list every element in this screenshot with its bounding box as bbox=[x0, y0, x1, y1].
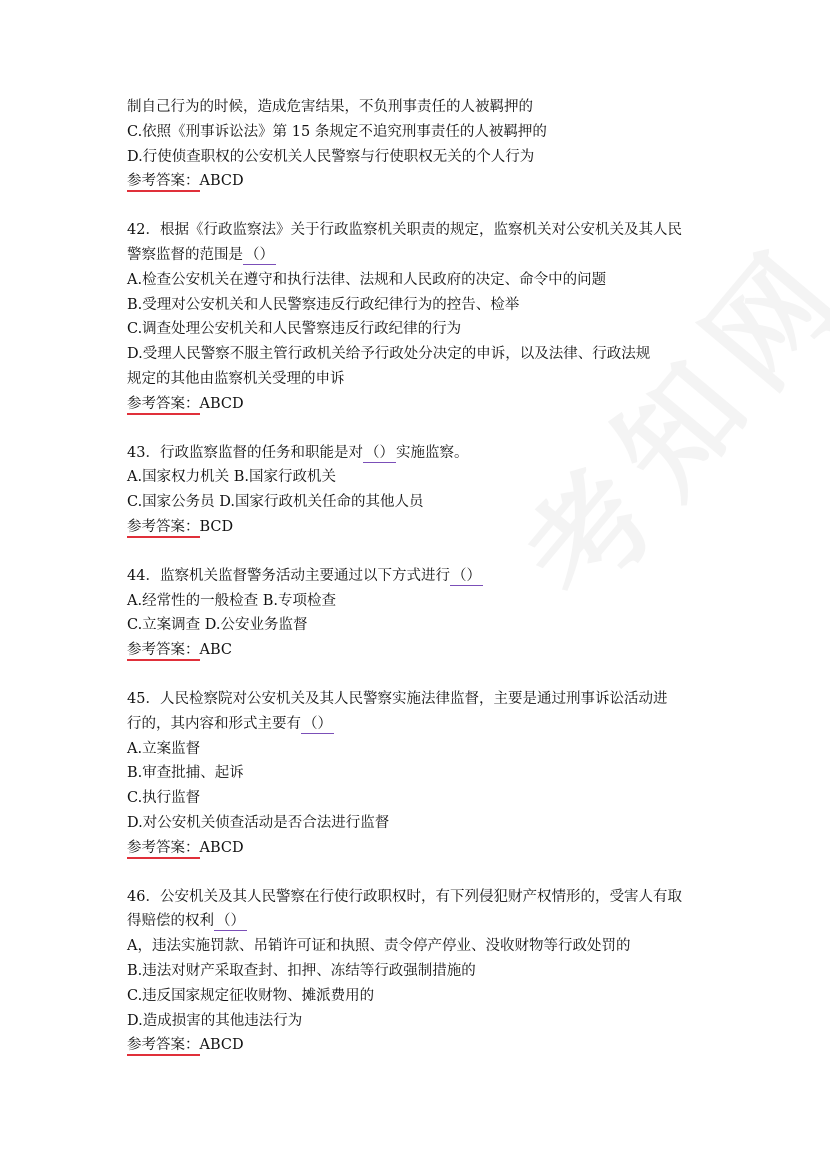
answer-line bbox=[127, 515, 697, 540]
option: D.受理人民警察不服主管行政机关给予行政处分决定的申诉，以及法律、行政法规 bbox=[127, 346, 651, 363]
option: A.立案监督 bbox=[127, 740, 201, 757]
option: C.立案调查 D.公安业务监督 bbox=[127, 617, 308, 634]
answer-blank: （） bbox=[245, 246, 274, 263]
answer-value: ABC bbox=[199, 642, 232, 659]
option: C.违反国家规定征收财物、摊派费用的 bbox=[127, 987, 375, 1004]
question-43 bbox=[127, 441, 697, 540]
option: A，违法实施罚款、吊销许可证和执照、责令停产停业、没收财物等行政处罚的 bbox=[127, 938, 631, 955]
question-fragment bbox=[127, 95, 697, 194]
answer-label: 参考答案： bbox=[127, 839, 200, 859]
answer-blank: （） bbox=[451, 567, 481, 584]
question-stem: 警察监督的范围是 （） bbox=[127, 246, 274, 263]
answer-value: BCD bbox=[199, 518, 234, 535]
answer-label: 参考答案： bbox=[127, 641, 200, 661]
question-46 bbox=[127, 885, 697, 1059]
question-stem: 44．监察机关监督警务活动主要通过以下方式进行 （） bbox=[127, 567, 481, 584]
question-stem: 43．行政监察监督的任务和职能是对 （） 实施监察。 bbox=[127, 444, 469, 461]
answer-label: 参考答案： bbox=[127, 1036, 200, 1056]
question-stem: 42．根据《行政监察法》关于行政监察机关职责的规定，监察机关对公安机关及其人民 bbox=[127, 222, 682, 239]
answer-line bbox=[127, 169, 697, 194]
answer-label: 参考答案： bbox=[127, 172, 200, 192]
fragment-line: 制自己行为的时候，造成危害结果，不负刑事责任的人被羁押的 bbox=[127, 99, 533, 115]
option: B.受理对公安机关和人民警察违反行政纪律行为的控告、检举 bbox=[127, 296, 520, 313]
answer-label: 参考答案： bbox=[127, 518, 200, 538]
answer-line bbox=[127, 392, 697, 417]
option: D.对公安机关侦查活动是否合法进行监督 bbox=[127, 814, 390, 831]
option: C.调查处理公安机关和人民警察违反行政纪律的行为 bbox=[127, 321, 462, 338]
question-44 bbox=[127, 564, 697, 663]
answer-value: ABCD bbox=[199, 395, 244, 412]
option: C.执行监督 bbox=[127, 790, 201, 807]
question-stem: 46．公安机关及其人民警察在行使行政职权时，有下列侵犯财产权情形的，受害人有取 bbox=[127, 888, 682, 905]
question-stem: 得赔偿的权利 （） bbox=[127, 913, 245, 930]
question-45 bbox=[127, 687, 697, 861]
answer-line bbox=[127, 1033, 697, 1058]
answer-label: 参考答案： bbox=[127, 395, 200, 415]
answer-value: ABCD bbox=[199, 1037, 244, 1054]
fragment-line: D.行使侦查职权的公安机关人民警察与行使职权无关的个人行为 bbox=[127, 148, 535, 165]
option: 规定的其他由监察机关受理的申诉 bbox=[127, 370, 345, 387]
question-42 bbox=[127, 218, 697, 416]
option: A.检查公安机关在遵守和执行法律、法规和人民政府的决定、命令中的问题 bbox=[127, 271, 607, 288]
answer-blank: （） bbox=[364, 444, 394, 461]
answer-blank: （） bbox=[303, 715, 332, 732]
question-stem: 45．人民检察院对公安机关及其人民警察实施法律监督，主要是通过刑事诉讼活动进 bbox=[127, 690, 668, 707]
answer-blank: （） bbox=[216, 913, 245, 930]
option: A.经常性的一般检查 B.专项检查 bbox=[127, 592, 336, 609]
option: B.审查批捕、起诉 bbox=[127, 765, 244, 782]
answer-line bbox=[127, 638, 697, 663]
answer-value: ABCD bbox=[199, 839, 244, 856]
answer-line bbox=[127, 836, 697, 861]
option: A.国家权力机关 B.国家行政机关 bbox=[127, 469, 336, 486]
option: B.违法对财产采取查封、扣押、冻结等行政强制措施的 bbox=[127, 962, 476, 979]
question-stem: 行的，其内容和形式主要有 （） bbox=[127, 715, 332, 732]
option: C.国家公务员 D.国家行政机关任命的其他人员 bbox=[127, 494, 424, 511]
fragment-line: C.依照《刑事诉讼法》第 15 条规定不追究刑事责任的人被羁押的 bbox=[127, 123, 547, 140]
document-page bbox=[127, 95, 697, 1058]
option: D.造成损害的其他违法行为 bbox=[127, 1012, 303, 1029]
answer-value: ABCD bbox=[199, 173, 244, 190]
